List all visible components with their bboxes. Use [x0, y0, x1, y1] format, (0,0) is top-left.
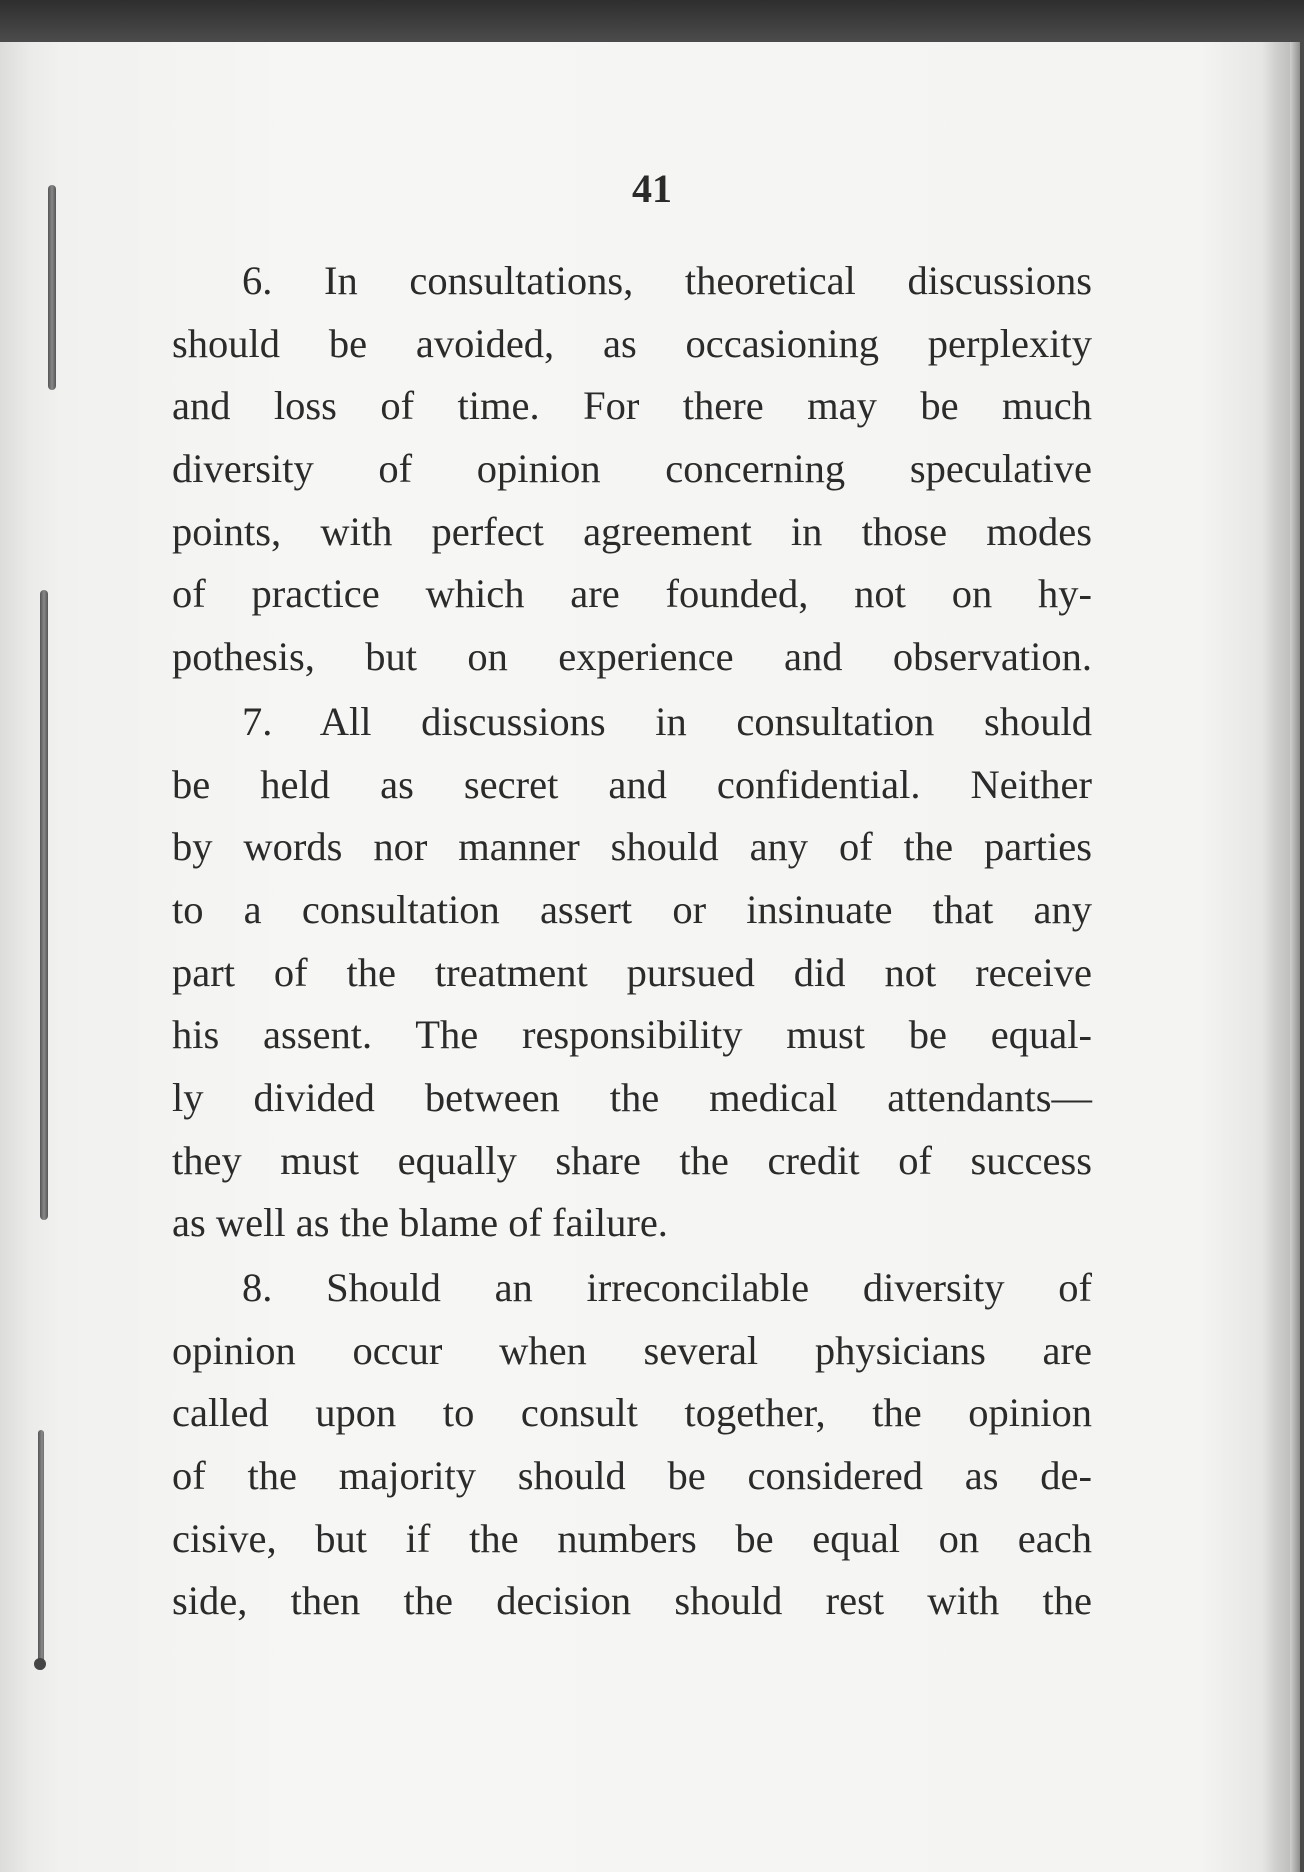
- text-line: by words nor manner should any of the parties: [172, 824, 1092, 870]
- text-line: called upon to consult together, the opinion: [172, 1390, 1092, 1436]
- text-line: of practice which are founded, not on hy-: [172, 571, 1092, 617]
- text-line: as well as the blame of failure.: [172, 1200, 668, 1246]
- text-line: cisive, but if the numbers be equal on each: [172, 1515, 1092, 1561]
- text-line: of the majority should be considered as de-: [172, 1453, 1092, 1499]
- body-text: [172, 250, 1092, 1633]
- text-line: side, then the decision should rest with the: [172, 1578, 1092, 1624]
- text-line: should be avoided, as occasioning perplexity: [172, 320, 1092, 366]
- text-line: points, with perfect agreement in those modes: [172, 508, 1092, 554]
- binding-stitch-end: [34, 1658, 46, 1670]
- paragraph-7: [172, 691, 1092, 1255]
- text-line: they must equally share the credit of success: [172, 1137, 1092, 1183]
- text-line: his assent. The responsibility must be equal-: [172, 1012, 1092, 1058]
- text-line: diversity of opinion concerning speculative: [172, 446, 1092, 492]
- paragraph-8: [172, 1257, 1092, 1633]
- text-line: 7. All discussions in consultation should: [242, 698, 1092, 744]
- page-number: 41: [632, 166, 672, 211]
- text-line: to a consultation assert or insinuate that any: [172, 886, 1092, 932]
- text-line: opinion occur when several physicians are: [172, 1327, 1092, 1373]
- text-line: ly divided between the medical attendants—: [172, 1074, 1092, 1120]
- binding-stitch: [38, 1430, 44, 1670]
- text-line: 8. Should an irreconcilable diversity of: [242, 1265, 1092, 1310]
- text-line: and loss of time. For there may be much: [172, 383, 1092, 429]
- text-line: be held as secret and confidential. Neither: [172, 761, 1092, 807]
- paragraph-6: [172, 250, 1092, 689]
- binding-stitch: [40, 590, 48, 1220]
- text-line: part of the treatment pursued did not receive: [172, 949, 1092, 995]
- binding-stitch: [48, 185, 56, 390]
- page-edge: [1290, 42, 1300, 1872]
- text-line: pothesis, but on experience and observation.: [172, 634, 1092, 680]
- text-line: 6. In consultations, theoretical discussions: [242, 258, 1092, 303]
